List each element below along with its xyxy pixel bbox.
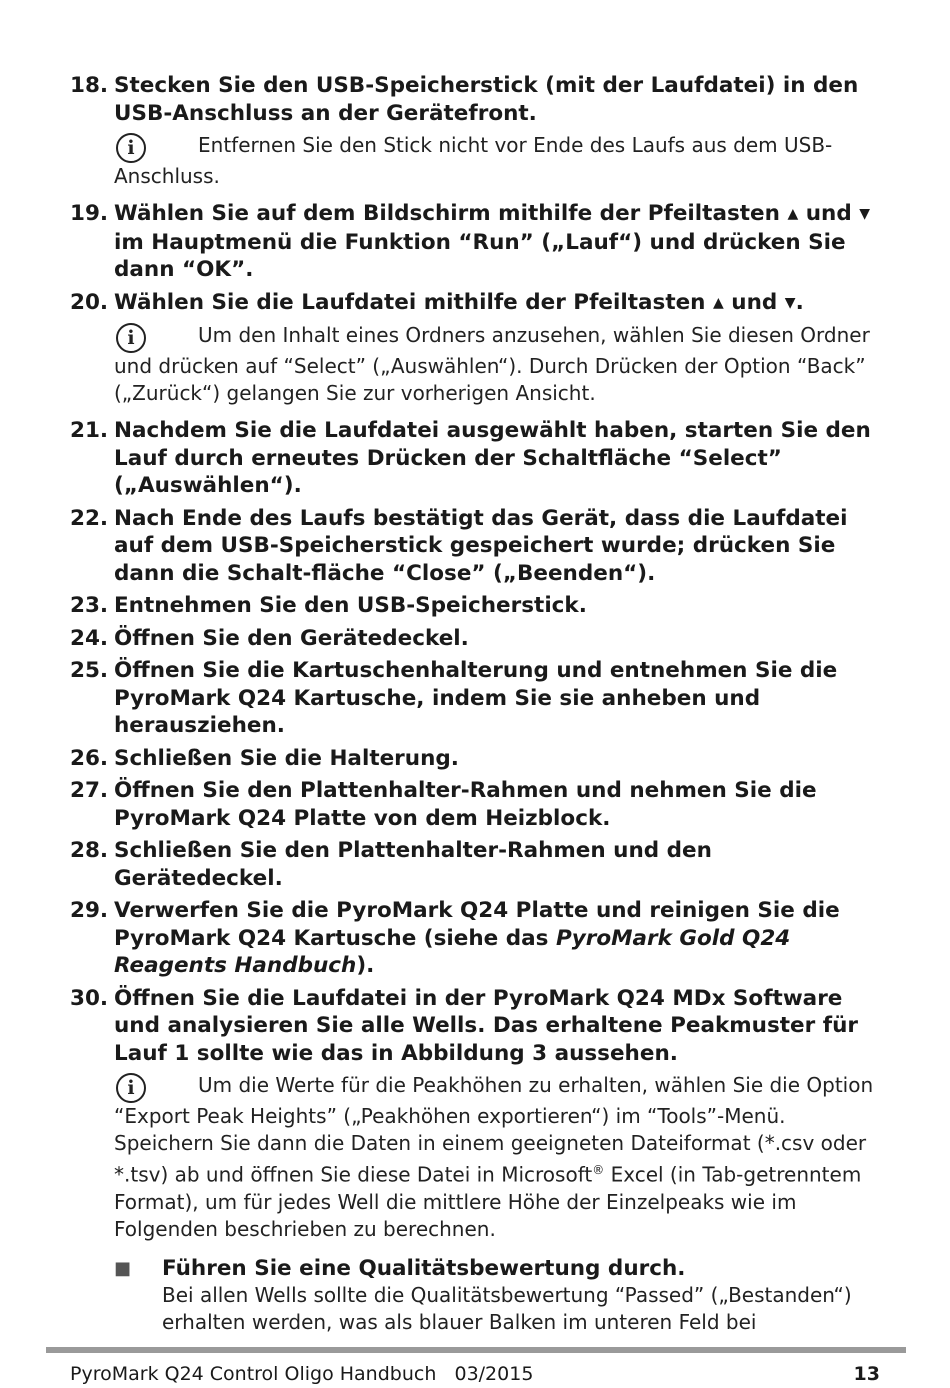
step-text-part: Wählen Sie die Laufdatei mithilfe der Pfeiltasten xyxy=(114,289,706,315)
footer-rule xyxy=(46,1347,906,1353)
note-text: Excel (in Tab-getrenntem Format), um für jedes Well die mittlere Höhe der Einzelpeaks wie im Folgenden beschrieben zu berechnen. xyxy=(114,1162,862,1241)
page-content xyxy=(70,72,880,1336)
bullet-text: Bei allen Wells sollte die Qualitätsbewertung “Passed” („Bestanden“) erhalten werden, was als blauer Balken im unteren Feld bei xyxy=(162,1282,852,1334)
step-number: 21. xyxy=(70,418,109,443)
step-text-part: im Hauptmenü die Funktion “Run” („Lauf“) und drücken Sie dann “OK”. xyxy=(114,229,846,282)
step-text: Öffnen Sie die Kartuschenhalterung und entnehmen Sie die PyroMark Q24 Kartusche, indem Sie sie anheben und herausziehen. xyxy=(114,658,838,738)
step-number: 26. xyxy=(70,745,109,771)
step-text: Öffnen Sie den Gerätedeckel. xyxy=(114,625,469,651)
step-27 xyxy=(70,777,880,832)
step-text xyxy=(114,897,880,980)
step-text-part: und xyxy=(805,201,852,226)
step-text: Öffnen Sie den Plattenhalter-Rahmen und nehmen Sie die PyroMark Q24 Platte von dem Heizblock. xyxy=(114,778,817,831)
step-number: 25. xyxy=(70,658,109,683)
step-number: 24. xyxy=(70,625,109,651)
step-text-part: Verwerfen Sie die PyroMark Q24 Platte und reinigen Sie die PyroMark Q24 Kartusche (siehe das xyxy=(114,898,840,951)
step-20 xyxy=(70,289,880,318)
handbook-title: PyroMark Gold Q24 Reagents Handbuch xyxy=(114,925,791,978)
note-text: Entfernen Sie den Stick nicht vor Ende des Laufs aus dem USB-Anschluss. xyxy=(114,133,833,188)
step-text-part: und xyxy=(731,289,778,315)
arrow-up-icon: ▲ xyxy=(713,294,724,311)
step-number: 20. xyxy=(70,289,109,315)
step-text: Stecken Sie den USB-Speicherstick (mit der Laufdatei) in den USB-Anschluss an der Gerätefront. xyxy=(114,73,859,126)
step-text: Nach Ende des Laufs bestätigt das Gerät, dass die Laufdatei auf dem USB-Speicherstick gespeichert wurde; drücken Sie dann die Schalt-fläche “Close” („Beenden“). xyxy=(114,505,848,586)
quality-bullet xyxy=(114,1255,880,1336)
step-number: 23. xyxy=(70,593,109,618)
step-text: Schließen Sie die Halterung. xyxy=(114,745,459,771)
step-text-part: Wählen Sie auf dem Bildschirm mithilfe der Pfeiltasten xyxy=(114,201,780,226)
step-text: Entnehmen Sie den USB-Speicherstick. xyxy=(114,593,587,618)
step-text-part: ). xyxy=(356,953,375,978)
page-number: 13 xyxy=(853,1363,880,1385)
step-text: Schließen Sie den Plattenhalter-Rahmen und den Gerätedeckel. xyxy=(114,838,712,891)
step-22 xyxy=(70,505,880,588)
info-icon: i xyxy=(116,1073,146,1103)
step-number: 18. xyxy=(70,73,109,98)
step-text: Nachdem Sie die Laufdatei ausgewählt haben, starten Sie den Lauf durch erneutes Drücken der Schaltfläche “Select” („Auswählen“). xyxy=(114,418,871,498)
step-30 xyxy=(70,985,880,1068)
step-23 xyxy=(70,592,880,620)
bullet-heading: Führen Sie eine Qualitätsbewertung durch. xyxy=(162,1255,686,1281)
step-number: 22. xyxy=(70,505,109,531)
note-18 xyxy=(114,132,880,190)
step-21 xyxy=(70,417,880,500)
info-icon: i xyxy=(116,133,146,163)
bullet-body xyxy=(162,1255,880,1336)
info-icon: i xyxy=(116,323,146,353)
step-text-part: . xyxy=(795,289,804,315)
step-24 xyxy=(70,625,880,653)
step-18 xyxy=(70,72,880,127)
step-text: Öffnen Sie die Laufdatei in der PyroMark Q24 MDx Software und analysieren Sie alle Wells. Das erhaltene Peakmuster für Lauf 1 sollte wie das in Abbildung 3 aussehen. xyxy=(114,985,858,1066)
step-19 xyxy=(70,200,880,284)
registered-mark: ® xyxy=(592,1163,605,1177)
step-number: 27. xyxy=(70,778,109,803)
arrow-down-icon: ▼ xyxy=(859,206,871,222)
footer-title: PyroMark Q24 Control Oligo Handbuch 03/2015 xyxy=(70,1363,534,1385)
step-text xyxy=(114,200,880,284)
step-number: 19. xyxy=(70,201,109,226)
step-number: 29. xyxy=(70,898,109,923)
step-28 xyxy=(70,837,880,892)
arrow-down-icon: ▼ xyxy=(784,294,796,311)
arrow-up-icon: ▲ xyxy=(787,206,799,222)
footer xyxy=(70,1363,880,1385)
step-text xyxy=(114,289,880,318)
step-29 xyxy=(70,897,880,980)
step-26 xyxy=(70,745,880,773)
note-text: Um den Inhalt eines Ordners anzusehen, wählen Sie diesen Ordner und drücken auf “Select” („Auswählen“). Durch Drücken der Option “Back” („Zurück“) gelangen Sie zur vorherigen Ansicht. xyxy=(114,323,870,405)
square-bullet-icon: ■ xyxy=(114,1257,132,1279)
step-number: 30. xyxy=(70,985,109,1011)
note-20 xyxy=(114,322,880,407)
step-25 xyxy=(70,657,880,740)
note-text: Um die Werte für die Peakhöhen zu erhalten, wählen Sie die Option “Export Peak Heights” („Peakhöhen exportieren“) im “Tools”-Menü. Speichern Sie dann die Daten in einem geeigneten Dateiformat (*.csv oder *.tsv) ab und öffnen Sie diese Datei in Microsoft xyxy=(114,1073,874,1187)
step-number: 28. xyxy=(70,838,109,863)
note-30 xyxy=(114,1072,880,1243)
